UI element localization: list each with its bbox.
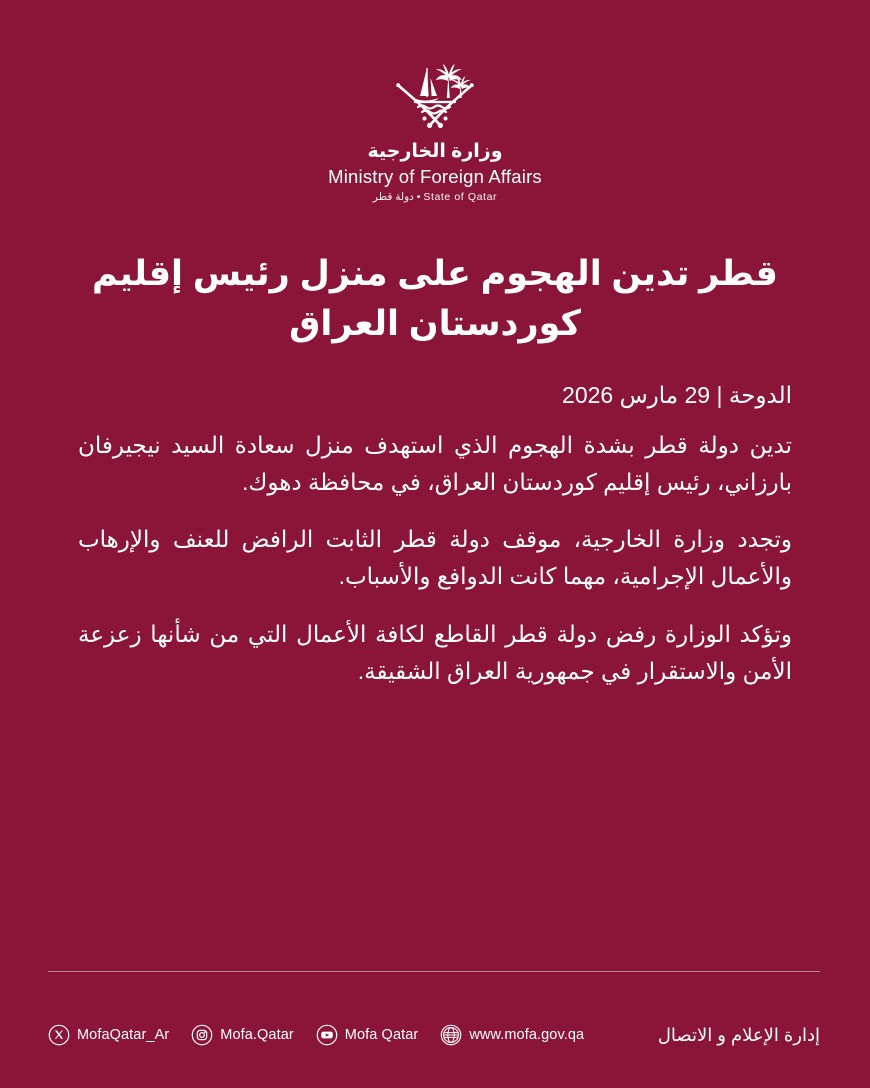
social-label-website: www.mofa.gov.qa: [469, 1027, 585, 1043]
article-body: [78, 379, 792, 691]
social-link-youtube[interactable]: [316, 1024, 419, 1046]
footer-divider: [48, 971, 820, 972]
x-twitter-icon: [48, 1024, 70, 1046]
headline: قطر تدين الهجوم على منزل رئيس إقليم كوردستان العراق: [92, 254, 778, 343]
department-label: إدارة الإعلام و الاتصال: [657, 1024, 820, 1045]
social-link-instagram[interactable]: [191, 1024, 294, 1046]
ministry-logo: [0, 0, 870, 203]
social-link-x[interactable]: [48, 1024, 169, 1046]
globe-website-icon: [440, 1024, 462, 1046]
ministry-name-english: Ministry of Foreign Affairs: [328, 165, 542, 187]
state-of-qatar-line: دولة قطر • State of Qatar: [372, 191, 498, 204]
social-label-youtube: Mofa Qatar: [344, 1027, 419, 1043]
footer: [48, 1018, 820, 1052]
instagram-icon: [191, 1024, 213, 1046]
social-label-x: MofaQatar_Ar: [77, 1027, 170, 1043]
social-links: [48, 1024, 584, 1046]
paragraph-3: وتؤكد الوزارة رفض دولة قطر القاطع لكافة الأعمال التي من شأنها زعزعة الأمن والاستقرار في جمهورية العراق الشقيقة.: [78, 620, 792, 684]
paragraph-2: وتجدد وزارة الخارجية، موقف دولة قطر الثابت الرافض للعنف والإرهاب والأعمال الإجرامية، مهما كانت الدوافع والأسباب.: [78, 526, 792, 590]
youtube-icon: [316, 1024, 338, 1046]
social-label-instagram: Mofa.Qatar: [220, 1027, 294, 1043]
ministry-name-arabic: وزارة الخارجية: [367, 141, 503, 162]
qatar-state-emblem-icon: [383, 56, 487, 134]
paragraph-1: تدين دولة قطر بشدة الهجوم الذي استهدف منزل سعادة السيد نيجيرفان بارزاني، رئيس إقليم كوردستان العراق، في محافظة دهوك.: [78, 431, 792, 495]
social-link-website[interactable]: [440, 1024, 584, 1046]
dateline: الدوحة | 29 مارس 2026: [562, 381, 792, 408]
